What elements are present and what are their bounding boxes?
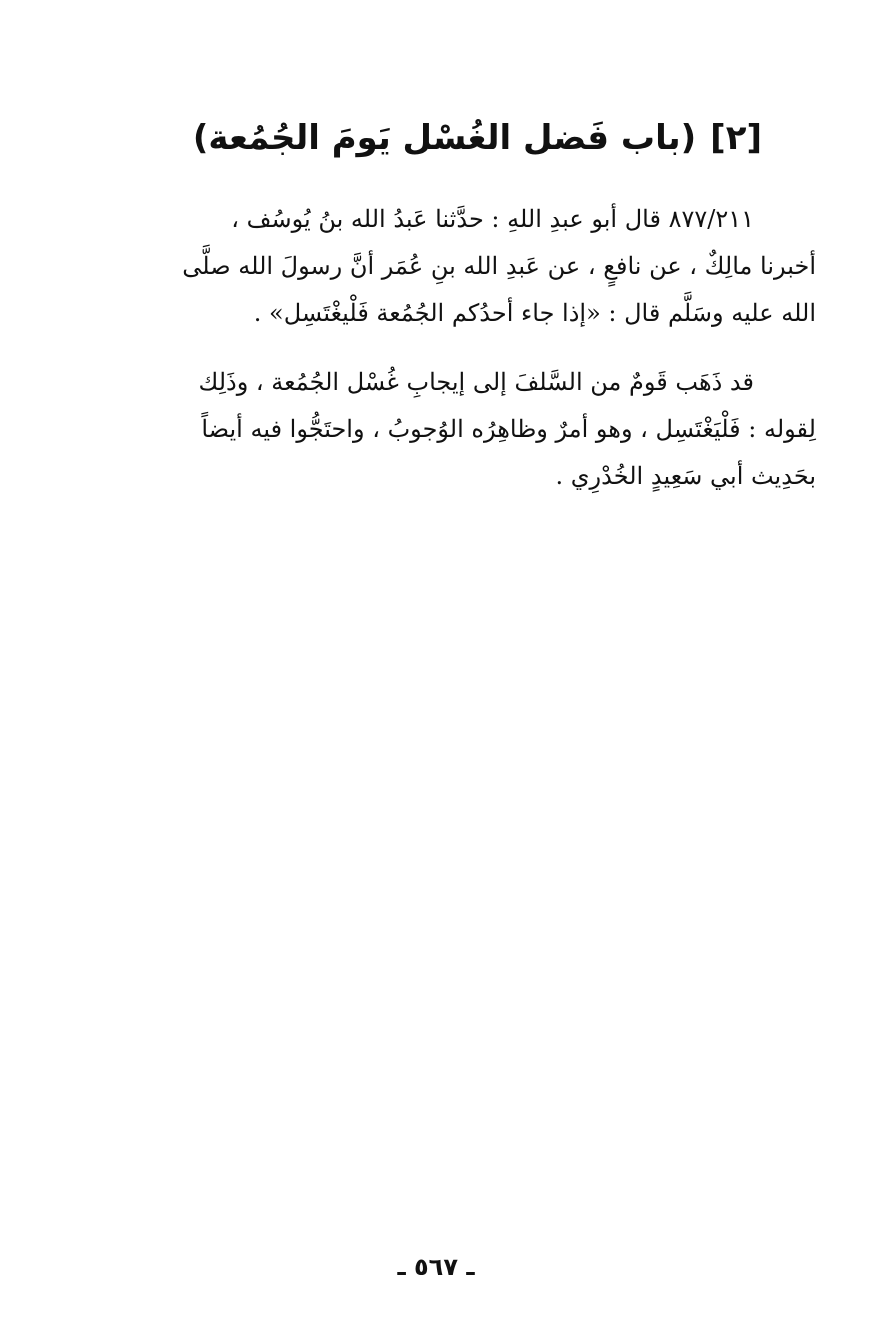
text-line: بحَدِيث أبي سَعِيدٍ الخُدْرِي .	[555, 462, 816, 490]
commentary-paragraph	[148, 359, 816, 500]
text-line: ٨٧٧/٢١١ قال أبو عبدِ اللهِ : حدَّثنا عَبدُ الله بنُ يُوسُف ،	[231, 205, 754, 233]
text-line: لِقوله : فَلْيَغْتَسِل ، وهو أمرٌ وظاهِرُه الوُجوبُ ، واحتَجُّوا فيه أيضاً	[201, 415, 816, 443]
text-line: الله عليه وسَلَّم قال : «إذا جاء أحدُكم الجُمُعة فَلْيغْتَسِل» .	[253, 299, 816, 327]
text-line: قد ذَهَب قَومٌ من السَّلفَ إلى إيجابِ غُسْل الجُمُعة ، وذَلِك	[198, 368, 754, 396]
hadith-paragraph	[148, 196, 816, 337]
page-number: ـ ٥٦٧ ـ	[397, 1253, 475, 1281]
chapter-heading	[142, 108, 762, 168]
chapter-title: (باب فَضل الغُسْل يَومَ الجُمُعة)	[192, 118, 697, 158]
text-line: أخبرنا مالِكٌ ، عن نافعٍ ، عن عَبدِ الله بنِ عُمَر أنَّ رسولَ الله صلَّى	[182, 252, 816, 280]
chapter-number: [٢]	[710, 118, 762, 158]
